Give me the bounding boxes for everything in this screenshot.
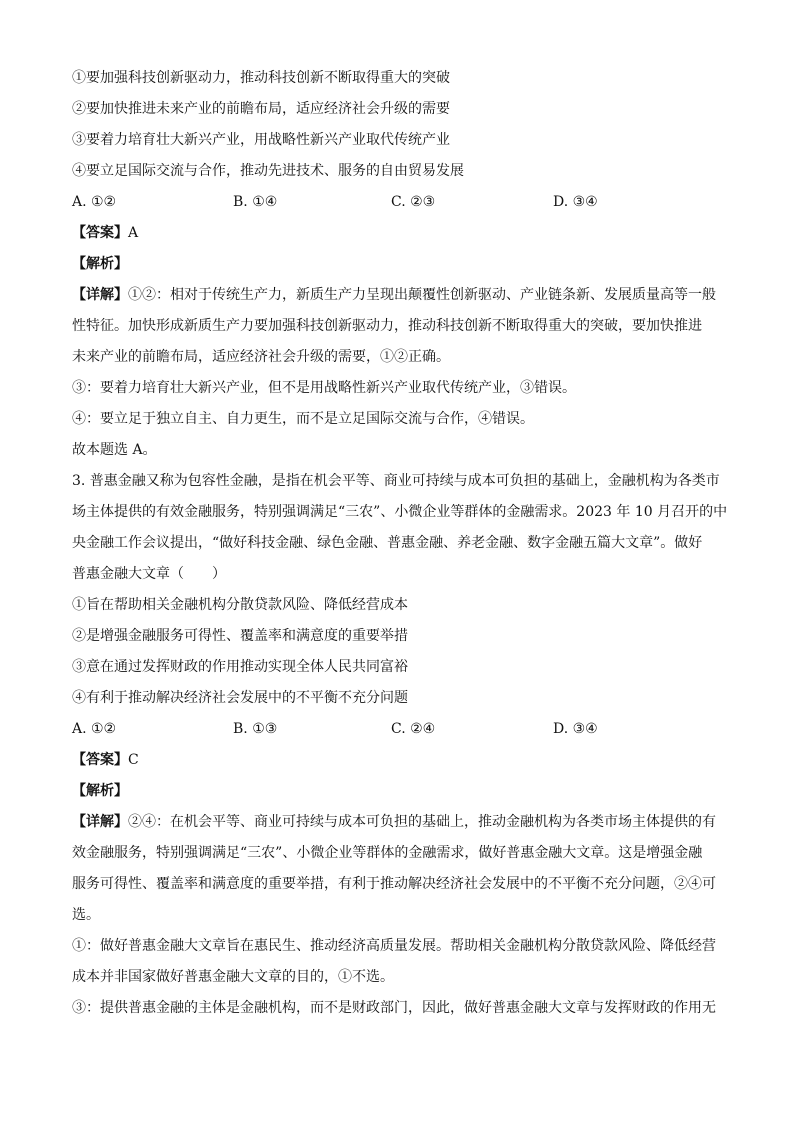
q3-options [72,714,722,745]
q2-option-c: C. ②③ [391,194,436,210]
q2-item-2: ②要加快推进未来产业的前瞻布局，适应经济社会升级的需要 [72,101,450,117]
q3-detail-line: 服务可得性、覆盖率和满意度的重要举措，有利于推动解决经济社会发展中的不平衡不充分问题，②④可 [72,876,716,892]
q3-detail-tag: 【详解】 [72,814,128,830]
q3-answer-tag: 【答案】 [72,752,128,768]
q3-item-4: ④有利于推动解决经济社会发展中的不平衡不充分问题 [72,690,408,706]
q3-detail-line: 选。 [72,907,100,923]
q3-option-a: A. ①② [72,721,117,737]
q3-option-b: B. ①③ [233,721,278,737]
q3-item-3: ③意在通过发挥财政的作用推动实现全体人民共同富裕 [72,659,408,675]
q3-answer-value: C [128,752,139,768]
q2-detail-line: 【详解】①②：相对于传统生产力，新质生产力呈现出颠覆性创新驱动、产业链条新、发展质量高等一般 [72,287,716,303]
q2-detail-line: 未来产业的前瞻布局，适应经济社会升级的需要，①②正确。 [72,349,450,365]
q2-detail [72,280,722,466]
q3-detail-line: 成本并非国家做好普惠金融大文章的目的，①不选。 [72,969,394,985]
q2-option-b: B. ①④ [233,194,278,210]
q2-detail-tag: 【详解】 [72,287,128,303]
q2-detail-line: ③：要着力培育壮大新兴产业，但不是用战略性新兴产业取代传统产业，③错误。 [72,380,576,396]
q3-stem-line: 普惠金融大文章（ ） [72,566,226,582]
q3-detail [72,807,722,1024]
q2-options [72,187,722,218]
q3-stem-line: 央金融工作会议提出，“做好科技金融、绿色金融、普惠金融、养老金融、数字金融五篇大文章”。做好 [72,535,703,551]
q3-option-d: D. ③④ [553,721,598,737]
q2-answer [72,218,722,249]
q3-answer [72,745,722,776]
q2-answer-tag: 【答案】 [72,225,128,241]
q3-detail-line: 【详解】②④：在机会平等、商业可持续与成本可负担的基础上，推动金融机构为各类市场主体提供的有 [72,814,716,830]
q3-item-2: ②是增强金融服务可得性、覆盖率和满意度的重要举措 [72,628,408,644]
q3-stem [72,466,728,590]
q3-item-1: ①旨在帮助相关金融机构分散贷款风险、降低经营成本 [72,597,408,613]
q2-answer-value: A [128,225,139,241]
q2-analysis-tag: 【解析】 [72,256,128,272]
document-page [72,63,728,1024]
q2-conclusion: 故本题选 A。 [72,442,157,458]
q2-option-d: D. ③④ [553,194,598,210]
q2-detail-line: 性特征。加快形成新质生产力要加强科技创新驱动力，推动科技创新不断取得重大的突破，要加快推进 [72,318,702,334]
q3-detail-line: ①：做好普惠金融大文章旨在惠民生、推动经济高质量发展。帮助相关金融机构分散贷款风险、降低经营 [72,938,716,954]
q2-item-4: ④要立足国际交流与合作，推动先进技术、服务的自由贸易发展 [72,163,464,179]
q2-item-3: ③要着力培育壮大新兴产业，用战略性新兴产业取代传统产业 [72,132,450,148]
q2-item-1: ①要加强科技创新驱动力，推动科技创新不断取得重大的突破 [72,70,450,86]
q2-detail-line: ④：要立足于独立自主、自力更生，而不是立足国际交流与合作，④错误。 [72,411,534,427]
q3-detail-line: ③：提供普惠金融的主体是金融机构，而不是财政部门，因此，做好普惠金融大文章与发挥财政的作用无 [72,1000,716,1016]
q3-detail-line: 效金融服务，特别强调满足“三农”、小微企业等群体的金融需求，做好普惠金融大文章。这是增强金融 [72,845,703,861]
q3-analysis-tag: 【解析】 [72,783,128,799]
q3-option-c: C. ②④ [391,721,436,737]
q3-stem-line: 场主体提供的有效金融服务，特别强调满足“三农”、小微企业等群体的金融需求。2023 年 10 月召开的中 [72,504,728,520]
q2-option-a: A. ①② [72,194,117,210]
q3-stem-line: 3. 普惠金融又称为包容性金融，是指在机会平等、商业可持续与成本可负担的基础上，金融机构为各类市 [72,473,720,489]
